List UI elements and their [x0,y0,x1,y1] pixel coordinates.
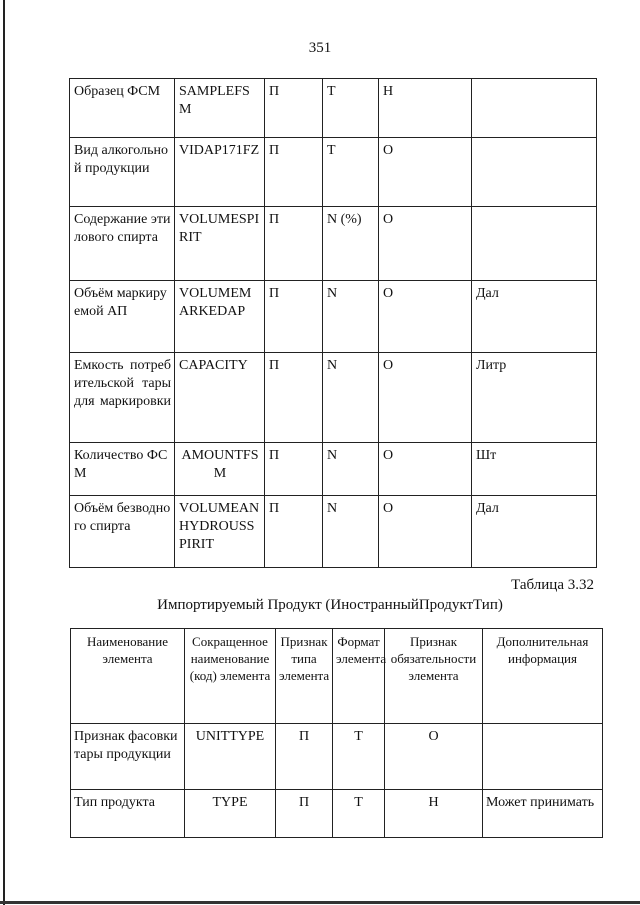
element-code: TYPE [185,790,276,838]
table-imported-product [70,628,603,838]
element-name: Объём безводного спирта [70,496,175,568]
table-row [70,138,597,207]
element-format: N (%) [323,207,379,281]
element-name: Объём маркируемой АП [70,281,175,353]
table-row [70,79,597,138]
element-format: Т [323,138,379,207]
header-format: Формат элемента [333,629,385,724]
element-type: П [265,353,323,443]
element-type: П [265,496,323,568]
element-name: Количество ФСМ [70,443,175,496]
element-name: Емкость потребительской тары для маркировки [70,353,175,443]
table-number: Таблица 3.32 [511,577,594,593]
element-info [483,724,603,790]
element-info: Дал [472,281,597,353]
element-type: П [265,281,323,353]
element-info: Может принимать [483,790,603,838]
table-row [70,443,597,496]
element-type: П [265,138,323,207]
table-row [70,496,597,568]
element-obligatory: О [379,353,472,443]
table-row [71,790,603,838]
element-code: VOLUMESPIRIT [175,207,265,281]
element-info [472,207,597,281]
element-name: Вид алкогольной продукции [70,138,175,207]
element-type: П [265,443,323,496]
element-obligatory: О [385,724,483,790]
header-type: Признак типа элемента [276,629,333,724]
element-obligatory: О [379,281,472,353]
table-row [70,281,597,353]
table-row [70,353,597,443]
element-format: N [323,443,379,496]
element-info [472,79,597,138]
element-name: Образец ФСМ [70,79,175,138]
table-continued [69,78,597,568]
header-name: Наименование элемента [71,629,185,724]
element-name: Признак фасовки тары продукции [71,724,185,790]
element-format: Т [333,724,385,790]
table-caption: Импортируемый Продукт (ИностранныйПродуктТип) [157,597,503,613]
element-info: Шт [472,443,597,496]
element-obligatory: О [379,443,472,496]
element-type: П [276,724,333,790]
header-obligatory: Признак обязательности элемента [385,629,483,724]
element-code: CAPACITY [175,353,265,443]
element-name: Тип продукта [71,790,185,838]
header-code: Сокращенное наименование (код) элемента [185,629,276,724]
element-type: П [276,790,333,838]
element-code: AMOUNTFSM [175,443,265,496]
page-number: 351 [308,40,332,56]
element-format: N [323,496,379,568]
element-type: П [265,79,323,138]
element-code: VOLUMEANHYDROUSSPIRIT [175,496,265,568]
element-type: П [265,207,323,281]
scan-left-edge [3,0,5,905]
table-row [71,724,603,790]
element-code: UNITTYPE [185,724,276,790]
element-obligatory: О [379,207,472,281]
element-code: VOLUMEMARKEDAP [175,281,265,353]
element-info [472,138,597,207]
element-obligatory: О [379,138,472,207]
header-info: Дополнительная информация [483,629,603,724]
element-name: Содержание этилового спирта [70,207,175,281]
scan-bottom-edge [0,901,640,904]
element-obligatory: Н [379,79,472,138]
element-info: Дал [472,496,597,568]
element-code: VIDAP171FZ [175,138,265,207]
element-obligatory: О [379,496,472,568]
element-format: Т [323,79,379,138]
element-code: SAMPLEFSM [175,79,265,138]
element-info: Литр [472,353,597,443]
element-format: N [323,281,379,353]
element-obligatory: Н [385,790,483,838]
element-format: N [323,353,379,443]
table-row [70,207,597,281]
table-header-row [71,629,603,724]
element-format: Т [333,790,385,838]
